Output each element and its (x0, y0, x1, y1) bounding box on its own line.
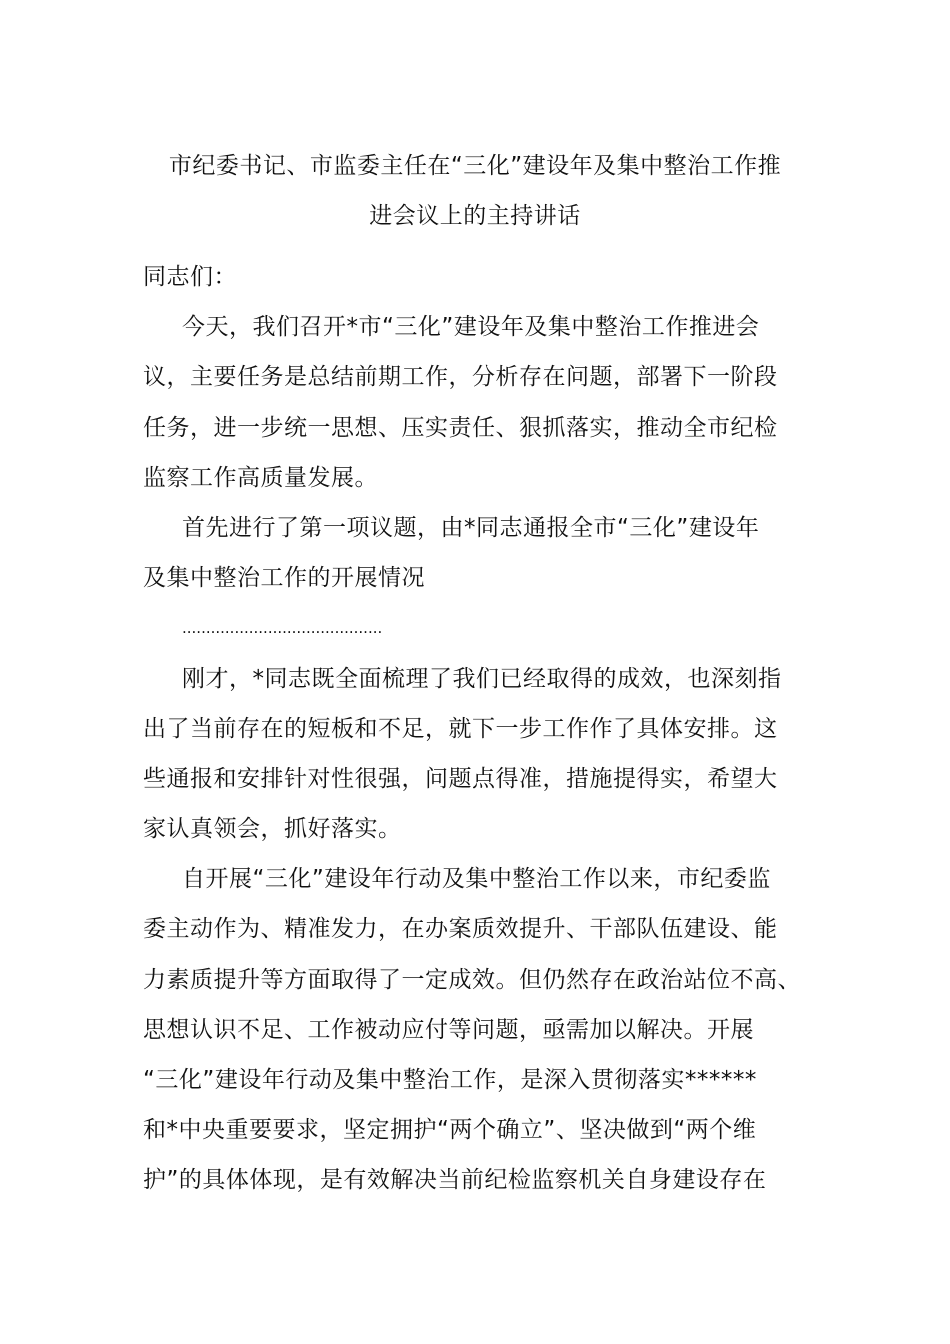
paragraph-4-line: “三化”建设年行动及集中整治工作，是深入贯彻落实****** (143, 1067, 757, 1093)
paragraph-3-line: 些通报和安排针对性很强，问题点得准，措施提得实，希望大 (143, 765, 778, 792)
document-title (140, 141, 810, 241)
paragraph-4-line: 思想认识不足、工作被动应付等问题，亟需加以解决。开展 (143, 1016, 754, 1043)
paragraph-3-line: 家认真领会，抓好落实。 (143, 816, 402, 843)
paragraph-4-line: 护”的具体体现，是有效解决当前纪检监察机关自身建设存在 (143, 1167, 767, 1194)
ellipsis-line: .......................................... (182, 619, 383, 638)
paragraph-1-line: 议，主要任务是总结前期工作，分析存在问题，部署下一阶段 (143, 364, 778, 391)
paragraph-4-line: 和*中央重要要求，坚定拥护“两个确立”、坚决做到“两个维 (143, 1117, 757, 1144)
paragraph-3-line: 出了当前存在的短板和不足，就下一步工作作了具体安排。这 (143, 715, 778, 742)
paragraph-4-line: 力素质提升等方面取得了一定成效。但仍然存在政治站位不高、 (143, 966, 801, 993)
paragraph-1-line: 任务，进一步统一思想、压实责任、狠抓落实，推动全市纪检 (143, 414, 778, 441)
document-body (143, 252, 811, 1206)
paragraph-2-line: 及集中整治工作的开展情况 (143, 565, 425, 592)
paragraph-4-line: 委主动作为、精准发力，在办案质效提升、干部队伍建设、能 (143, 916, 778, 943)
title-line-2: 进会议上的主持讲话 (369, 203, 581, 229)
title-line-1: 市纪委书记、市监委主任在“三化”建设年及集中整治工作推 (168, 153, 782, 179)
paragraph-3-line: 刚才，*同志既全面梳理了我们已经取得的成效，也深刻指 (182, 665, 782, 692)
paragraph-2-line: 首先进行了第一项议题，由*同志通报全市“三化”建设年 (182, 514, 760, 541)
paragraph-1-line: 监察工作高质量发展。 (143, 464, 378, 491)
paragraph-1-line: 今天，我们召开*市“三化”建设年及集中整治工作推进会 (182, 314, 760, 341)
salutation: 同志们： (143, 264, 237, 290)
paragraph-4-line: 自开展“三化”建设年行动及集中整治工作以来，市纪委监 (182, 866, 771, 893)
